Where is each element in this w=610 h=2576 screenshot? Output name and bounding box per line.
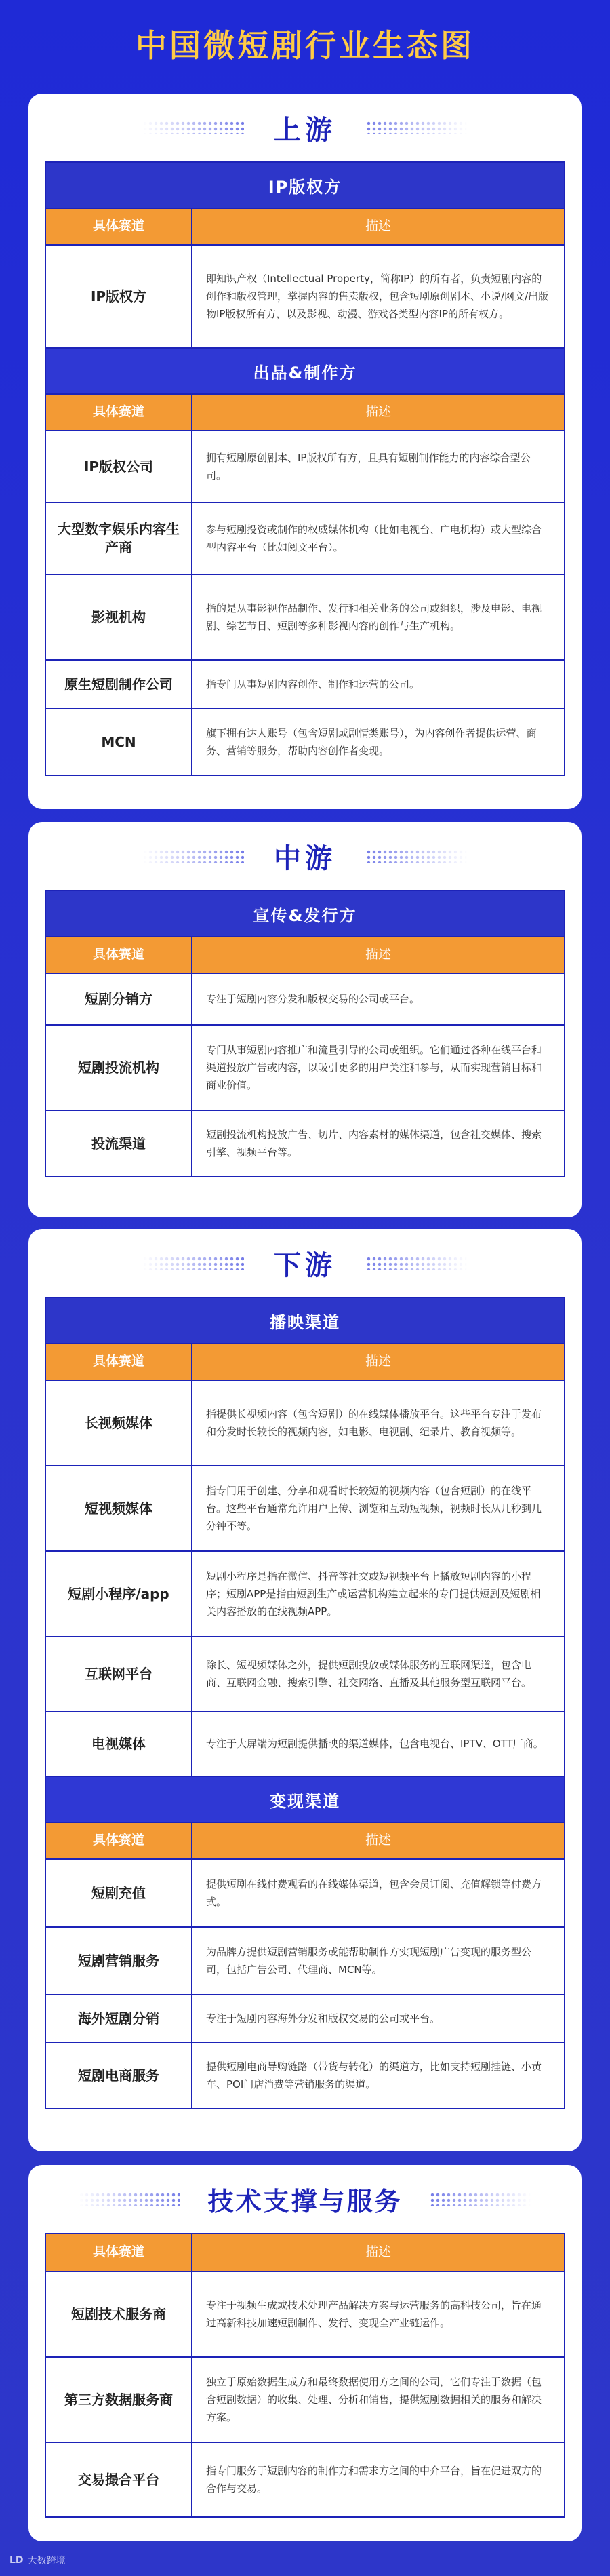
table-row <box>46 974 564 1026</box>
segment-desc: 指专门服务于短剧内容的制作方和需求方之间的中介平台，旨在促进双方的合作与交易。 <box>206 2464 542 2495</box>
dots-decoration <box>366 849 468 863</box>
downstream-card <box>28 1229 582 2151</box>
table-row <box>46 1928 564 1995</box>
col-header-desc: 描述 <box>365 2244 391 2260</box>
segment-desc: 提供短剧电商导购链路（带货与转化）的渠道方，比如支持短剧挂链、小黄车、POI门店消费等营销服务的渠道。 <box>206 2060 542 2090</box>
segment-desc: 拥有短剧原创剧本、IP版权所有方，且具有短剧制作能力的内容综合型公司。 <box>206 451 531 482</box>
col-header-desc: 描述 <box>365 947 391 962</box>
segment-name: 短剧小程序/app <box>46 1552 192 1636</box>
segment-name: 短剧电商服务 <box>46 2043 192 2108</box>
segment-name: IP版权方 <box>46 246 192 347</box>
dots-decoration <box>142 849 244 863</box>
segment-desc: 旗下拥有达人账号（包含短剧或剧情类账号），为内容创作者提供运营、商务、营销等服务，帮助内容创作者变现。 <box>206 726 537 757</box>
segment-name: 电视媒体 <box>46 1712 192 1776</box>
watermark <box>9 2554 66 2567</box>
table-row <box>46 709 564 775</box>
midstream-table <box>45 890 565 1177</box>
upstream-table <box>45 161 565 776</box>
table-header-row <box>46 395 564 431</box>
upstream-header <box>28 94 582 161</box>
group-title-monetization: 变现渠道 <box>46 1777 564 1823</box>
downstream-title: 下游 <box>274 1249 336 1281</box>
col-header-segment: 具体赛道 <box>46 1344 192 1380</box>
midstream-header <box>28 822 582 890</box>
table-row <box>46 1466 564 1552</box>
segment-desc: 提供短剧在线付费观看的在线媒体渠道，包含会员订阅、充值解锁等付费方式。 <box>206 1877 542 1908</box>
segment-name: 短剧技术服务商 <box>46 2272 192 2356</box>
segment-desc: 专注于视频生成或技术处理产品解决方案与运营服务的高科技公司，旨在通过高新科技加速短剧制作、发行、变现全产业链运作。 <box>206 2299 542 2329</box>
watermark-text: 大数跨境 <box>27 2556 66 2567</box>
segment-name: 短视频媒体 <box>46 1466 192 1550</box>
group-title-distribution: 宣传&发行方 <box>46 891 564 937</box>
segment-name: 第三方数据服务商 <box>46 2358 192 2442</box>
tech-card <box>28 2165 582 2541</box>
dots-decoration <box>79 2192 180 2206</box>
segment-desc: 短剧小程序是指在微信、抖音等社交或短视频平台上播放短剧内容的小程序；短剧APP是指由短剧生产或运营机构建立起来的专门提供短剧及短剧相关内容播放的在线视频APP。 <box>206 1569 541 1618</box>
segment-name: 短剧分销方 <box>46 974 192 1024</box>
table-row <box>46 2358 564 2443</box>
segment-name: 海外短剧分销 <box>46 1995 192 2042</box>
group-title-ip: IP版权方 <box>46 163 564 209</box>
segment-name: 原生短剧制作公司 <box>46 661 192 708</box>
table-row <box>46 661 564 709</box>
col-header-segment: 具体赛道 <box>46 937 192 973</box>
dots-decoration <box>430 2192 531 2206</box>
segment-desc: 为品牌方提供短剧营销服务或能帮助制作方实现短剧广告变现的服务型公司，包括广告公司、代理商、MCN等。 <box>206 1945 532 1976</box>
table-header-row <box>46 209 564 246</box>
segment-name: 互联网平台 <box>46 1637 192 1711</box>
col-header-desc: 描述 <box>365 1833 391 1848</box>
table-row <box>46 1381 564 1466</box>
segment-name: 交易撮合平台 <box>46 2443 192 2516</box>
table-row <box>46 2443 564 2516</box>
table-row <box>46 575 564 661</box>
table-row <box>46 503 564 575</box>
group-title-producer: 出品&制作方 <box>46 349 564 395</box>
page-title: 中国微短剧行业生态图 <box>136 27 474 64</box>
table-row <box>46 431 564 503</box>
segment-desc: 除长、短视频媒体之外，提供短剧投放或媒体服务的互联网渠道，包含电商、互联网金融、搜索引擎、社交网络、直播及其他服务型互联网平台。 <box>206 1658 532 1689</box>
table-row <box>46 1712 564 1777</box>
segment-name: 大型数字娱乐内容生产商 <box>46 503 192 574</box>
segment-name: 短剧投流机构 <box>46 1026 192 1110</box>
dots-decoration <box>142 121 244 134</box>
segment-name: MCN <box>46 709 192 775</box>
segment-desc: 短剧投流机构投放广告、切片、内容素材的媒体渠道，包含社交媒体、搜索引擎、视频平台等。 <box>206 1128 542 1158</box>
segment-desc: 参与短剧投资或制作的权威媒体机构（比如电视台、广电机构）或大型综合型内容平台（比如阅文平台）。 <box>206 523 542 553</box>
table-row <box>46 1860 564 1928</box>
table-row <box>46 1995 564 2043</box>
segment-desc: 即知识产权（Intellectual Property，简称IP）的所有者，负责短剧内容的创作和版权管理，掌握内容的售卖版权，包含短剧原创剧本、小说/网文/出版物IP版权所有方，以及影视、动漫、游戏各类型内容IP的所有权方。 <box>206 272 549 321</box>
segment-desc: 指的是从事影视作品制作、发行和相关业务的公司或组织，涉及电影、电视剧、综艺节目、短剧等多种影视内容的创作与生产机构。 <box>206 602 542 632</box>
table-header-row <box>46 2234 564 2272</box>
segment-desc: 指提供长视频内容（包含短剧）的在线媒体播放平台。这些平台专注于发布和分发时长较长的视频内容，如电影、电视剧、纪录片、教育视频等。 <box>206 1407 542 1438</box>
segment-name: 长视频媒体 <box>46 1381 192 1465</box>
midstream-title: 中游 <box>274 842 336 874</box>
segment-name: 短剧充值 <box>46 1860 192 1926</box>
col-header-desc: 描述 <box>365 1354 391 1369</box>
dots-decoration <box>366 1256 468 1270</box>
segment-desc: 专注于短剧内容海外分发和版权交易的公司或平台。 <box>206 2012 441 2025</box>
table-row <box>46 1637 564 1712</box>
segment-name: 投流渠道 <box>46 1111 192 1176</box>
table-row <box>46 1552 564 1637</box>
table-row <box>46 1111 564 1176</box>
tech-header <box>28 2165 582 2233</box>
tech-table <box>45 2233 565 2518</box>
dots-decoration <box>142 1256 244 1270</box>
col-header-segment: 具体赛道 <box>46 395 192 430</box>
downstream-header <box>28 1229 582 1297</box>
segment-name: 影视机构 <box>46 575 192 659</box>
col-header-segment: 具体赛道 <box>46 209 192 244</box>
table-header-row <box>46 1344 564 1381</box>
table-header-row <box>46 937 564 974</box>
col-header-desc: 描述 <box>365 404 391 420</box>
downstream-table <box>45 1297 565 2109</box>
segment-name: 短剧营销服务 <box>46 1928 192 1994</box>
table-row <box>46 2043 564 2108</box>
segment-desc: 专门从事短剧内容推广和流量引导的公司或组织。它们通过各种在线平台和渠道投放广告或内容，以吸引更多的用户关注和参与，从而实现营销目标和商业价值。 <box>206 1043 542 1092</box>
table-row <box>46 1026 564 1111</box>
table-row <box>46 2272 564 2358</box>
upstream-card <box>28 94 582 809</box>
dots-decoration <box>366 121 468 134</box>
col-header-segment: 具体赛道 <box>46 1823 192 1858</box>
segment-desc: 指专门从事短剧内容创作、制作和运营的公司。 <box>206 678 420 690</box>
segment-desc: 指专门用于创建、分享和观看时长较短的视频内容（包含短剧）的在线平台。这些平台通常允许用户上传、浏览和互动短视频，视频时长从几秒到几分钟不等。 <box>206 1484 542 1533</box>
group-title-broadcast: 播映渠道 <box>46 1298 564 1344</box>
tech-title: 技术支撑与服务 <box>207 2186 403 2217</box>
segment-desc: 专注于短剧内容分发和版权交易的公司或平台。 <box>206 992 420 1005</box>
col-header-segment: 具体赛道 <box>46 2234 192 2271</box>
segment-name: IP版权公司 <box>46 431 192 502</box>
brand-logo-icon: LD <box>9 2555 24 2566</box>
midstream-card <box>28 822 582 1217</box>
table-header-row <box>46 1823 564 1860</box>
segment-desc: 独立于原始数据生成方和最终数据使用方之间的公司，它们专注于数据（包含短剧数据）的收集、处理、分析和销售，提供短剧数据相关的服务和解决方案。 <box>206 2375 542 2424</box>
col-header-desc: 描述 <box>365 218 391 234</box>
upstream-title: 上游 <box>274 114 336 146</box>
page-title-wrap <box>0 0 610 87</box>
table-row <box>46 246 564 349</box>
segment-desc: 专注于大屏端为短剧提供播映的渠道媒体，包含电视台、IPTV、OTT厂商。 <box>206 1737 544 1750</box>
